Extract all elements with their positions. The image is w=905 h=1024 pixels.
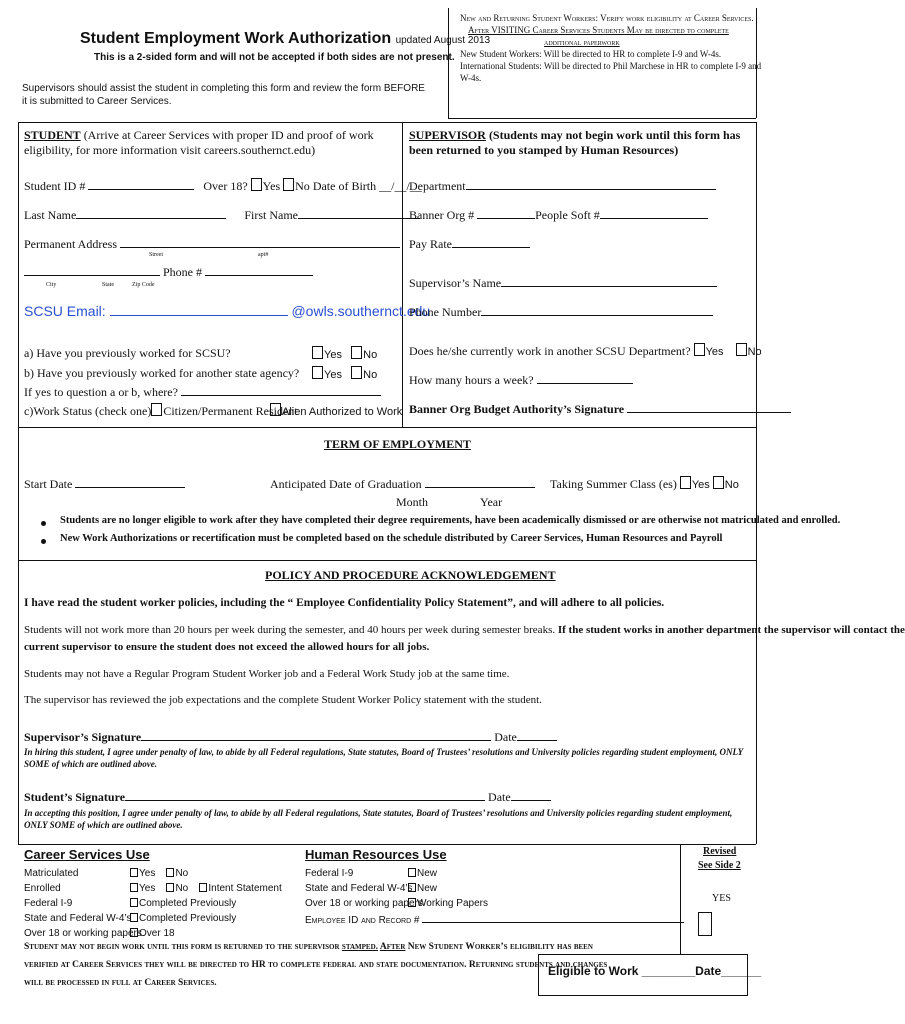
revised-label: Revised xyxy=(703,846,737,857)
city-caption: City xyxy=(46,282,57,288)
notice-line-5: International Students: Will be directed to Phil Marchese in HR to complete I-9 and xyxy=(460,61,762,71)
work-status-row: c)Work Status (check one) Citizen/Permanent Resident xyxy=(24,404,298,418)
qa-yes-checkbox[interactable] xyxy=(312,346,323,359)
question-b-options: Yes No xyxy=(312,366,377,381)
other-dept-no-checkbox[interactable] xyxy=(736,343,747,356)
policy-read-statement: I have read the student worker policies, including the “ Employee Confidentiality Policy Statement”, and will adhere to all policies. xyxy=(24,597,665,609)
student-heading: STUDENT xyxy=(24,128,81,142)
notice-line-1: New and Returning Student Workers: Verify work eligibility at Career Services. xyxy=(460,13,754,23)
start-date-row: Start Date xyxy=(24,476,185,492)
student-signature-row: Student’s Signature Date xyxy=(24,789,551,805)
question-a-options: Yes No xyxy=(312,346,377,361)
student-id-row: Student ID # Over 18? Yes No Date of Birth __/__/__ xyxy=(24,179,422,193)
see-side-2-link[interactable]: See Side 2 xyxy=(698,860,741,871)
policy-fws: Students may not have a Regular Program Student Worker job and a Federal Work Study job at the same time. xyxy=(24,668,510,680)
supervisor-legal-note: In hiring this student, I agree under penalty of law, to abide by all Federal regulations, State statutes, Board of Trustees’ resolutions and University policies regarding student employment, ONLY SOME of which are outlined above. xyxy=(24,747,743,769)
summer-no-checkbox[interactable] xyxy=(713,476,724,489)
hr-labels: Federal I-9 State and Federal W-4’s Over 18 or working papers Employee ID and Record # xyxy=(305,866,684,928)
hr-heading: Human Resources Use xyxy=(305,847,447,862)
where-field[interactable] xyxy=(181,384,381,396)
question-a: a) Have you previously worked for SCSU? xyxy=(24,346,231,360)
term-heading: TERM OF EMPLOYMENT xyxy=(324,437,471,451)
email-domain: @owls.southernct.edu xyxy=(291,303,431,319)
w4-completed-checkbox[interactable] xyxy=(130,913,138,922)
hr-working-papers-checkbox[interactable] xyxy=(408,898,416,907)
over18-checkbox[interactable] xyxy=(130,928,138,937)
month-caption: Month xyxy=(396,495,429,509)
alien-checkbox[interactable] xyxy=(270,403,281,416)
supervisor-signature-field[interactable] xyxy=(141,729,491,741)
matriculated-no-checkbox[interactable] xyxy=(166,868,174,877)
pay-rate-row: Pay Rate xyxy=(409,236,530,252)
career-services-options: Yes No Yes No Intent Statement Completed Previously Completed Previously Over 18 xyxy=(130,866,282,941)
career-services-labels: Matriculated Enrolled Federal I-9 State and Federal W-4’s Over 18 or working papers xyxy=(24,868,142,939)
budget-signature-row: Banner Org Budget Authority’s Signature xyxy=(409,401,791,417)
banner-org-field[interactable] xyxy=(477,207,535,219)
career-services-heading: Career Services Use xyxy=(24,847,150,862)
scsu-email-field[interactable] xyxy=(110,303,288,316)
address-row: Permanent Address xyxy=(24,236,400,252)
over18-yes-checkbox[interactable] xyxy=(251,178,262,191)
banner-org-row: Banner Org # People Soft # xyxy=(409,207,708,223)
qb-yes-checkbox[interactable] xyxy=(312,366,323,379)
policy-hours-line2: current supervisor to ensure the student does not exceed the allowed hours for all jobs. xyxy=(24,641,430,653)
student-intro: STUDENT (Arrive at Career Services with proper ID and proof of work eligibility, for more information visit careers.southernct.edu) xyxy=(24,128,374,157)
department-field[interactable] xyxy=(466,178,716,190)
first-name-field[interactable] xyxy=(298,207,420,219)
city-state-zip-field[interactable] xyxy=(24,264,160,276)
address-field[interactable] xyxy=(120,236,400,248)
i9-completed-checkbox[interactable] xyxy=(130,898,138,907)
qa-no-checkbox[interactable] xyxy=(351,346,362,359)
supervisor-signature-row: Supervisor’s Signature Date xyxy=(24,729,557,745)
term-bullet-2: New Work Authorizations or recertification must be completed based on the schedule distributed by Career Services, Human Resources and Payroll xyxy=(60,533,723,544)
footer-warning: Student may not begin work until this form is returned to the supervisor stamped. After New Student Worker’s eligibility has been verified at Career Services they will be directed to HR to complete federal and state documentation. Returning students and changes will be processed in full at Career Services. xyxy=(24,942,608,988)
policy-reviewed: The supervisor has reviewed the job expectations and the complete Student Worker Policy statement with the student. xyxy=(24,694,542,706)
notice-line-3: additional paperwork xyxy=(544,37,620,47)
hr-w4-new-checkbox[interactable] xyxy=(408,883,416,892)
supervisor-name-field[interactable] xyxy=(501,275,717,287)
graduation-date-field[interactable] xyxy=(425,476,535,488)
hours-field[interactable] xyxy=(537,372,633,384)
supervisor-name-row: Supervisor’s Name xyxy=(409,275,717,291)
question-b: b) Have you previously worked for another state agency? xyxy=(24,366,300,380)
form-title: Student Employment Work Authorization updated August 2013 xyxy=(80,30,491,47)
scsu-email-row: SCSU Email: @owls.southernct.edu xyxy=(24,303,431,319)
zip-caption: Zip Code xyxy=(132,282,155,288)
citizen-checkbox[interactable] xyxy=(151,403,162,416)
eligible-to-work-field[interactable]: Eligible to Work ________Date______ xyxy=(548,964,762,978)
state-caption: State xyxy=(102,282,114,288)
enrolled-no-checkbox[interactable] xyxy=(166,883,174,892)
supervisor-phone-row: Phone Number xyxy=(409,304,713,320)
student-phone-field[interactable] xyxy=(205,264,313,276)
qb-no-checkbox[interactable] xyxy=(351,366,362,379)
department-row: Department xyxy=(409,178,716,194)
street-caption: Street xyxy=(149,252,163,258)
graduation-row: Anticipated Date of Graduation xyxy=(270,476,535,492)
alien-option: Alien Authorized to Work xyxy=(270,403,402,418)
hours-row: How many hours a week? xyxy=(409,372,633,388)
hr-i9-new-checkbox[interactable] xyxy=(408,868,416,877)
policy-hours-line1: Students will not work more than 20 hours per week during the semester, and 40 hours per week during semester breaks. If the student works in another department the supervisor will contact the xyxy=(24,624,905,636)
notice-line-6: W-4s. xyxy=(460,73,482,83)
supervisor-intro: SUPERVISOR (Students may not begin work until this form has been returned to you stamped by Human Resources) xyxy=(409,128,741,157)
summer-yes-checkbox[interactable] xyxy=(680,476,691,489)
yes-label: YES xyxy=(712,893,731,904)
pay-rate-field[interactable] xyxy=(452,236,530,248)
matriculated-yes-checkbox[interactable] xyxy=(130,868,138,877)
start-date-field[interactable] xyxy=(75,476,185,488)
student-date-field[interactable] xyxy=(511,789,551,801)
student-signature-field[interactable] xyxy=(125,789,485,801)
name-row: Last Name First Name xyxy=(24,207,420,223)
people-soft-field[interactable] xyxy=(600,207,708,219)
student-legal-note: In accepting this position, I agree under penalty of law, to abide by all Federal regulations, State statutes, Board of Trustees’ resolutions and University policies regarding student employment, ONLY SOME of which are outlined above. xyxy=(24,808,733,830)
two-sided-notice: This is a 2-sided form and will not be accepted if both sides are not present. xyxy=(94,52,455,63)
where-row: If yes to question a or b, where? xyxy=(24,384,381,400)
updated-date: updated August 2013 xyxy=(395,35,491,46)
year-caption: Year xyxy=(480,495,503,509)
hr-options: New New Working Papers xyxy=(408,866,488,911)
notice-line-4: New Student Workers: Will be directed to HR to complete I-9 and W-4s. xyxy=(460,49,722,59)
summer-class-row: Taking Summer Class (es) Yes No xyxy=(550,477,739,491)
notice-line-2: After VISITING Career Services Students May be directed to complete xyxy=(468,25,729,35)
dob-field[interactable]: Date of Birth __/__/__ xyxy=(312,179,422,193)
notice-box xyxy=(460,12,761,84)
supervisor-phone-field[interactable] xyxy=(481,304,713,316)
student-id-field[interactable] xyxy=(88,178,194,190)
term-bullet-1: Students are no longer eligible to work after they have completed their degree requirements, have been academically dismissed or are otherwise not matriculated and enrolled. xyxy=(60,515,841,526)
supervisor-date-field[interactable] xyxy=(517,729,557,741)
budget-signature-field[interactable] xyxy=(627,401,791,413)
employee-id-field[interactable] xyxy=(422,911,684,923)
apt-caption: apt# xyxy=(258,252,269,258)
other-dept-row: Does he/she currently work in another SCSU Department? Yes No xyxy=(409,344,762,358)
last-name-field[interactable] xyxy=(76,207,226,219)
intent-checkbox[interactable] xyxy=(199,883,207,892)
stamp-box[interactable] xyxy=(698,912,712,936)
supervisor-note: Supervisors should assist the student in completing this form and review the form BEFORE it is submitted to Career Services. xyxy=(22,83,425,107)
over18-no-checkbox[interactable] xyxy=(283,178,294,191)
supervisor-heading: SUPERVISOR xyxy=(409,128,486,142)
other-dept-yes-checkbox[interactable] xyxy=(694,343,705,356)
city-phone-row: Phone # xyxy=(24,264,313,280)
policy-heading: POLICY AND PROCEDURE ACKNOWLEDGEMENT xyxy=(265,568,556,582)
enrolled-yes-checkbox[interactable] xyxy=(130,883,138,892)
